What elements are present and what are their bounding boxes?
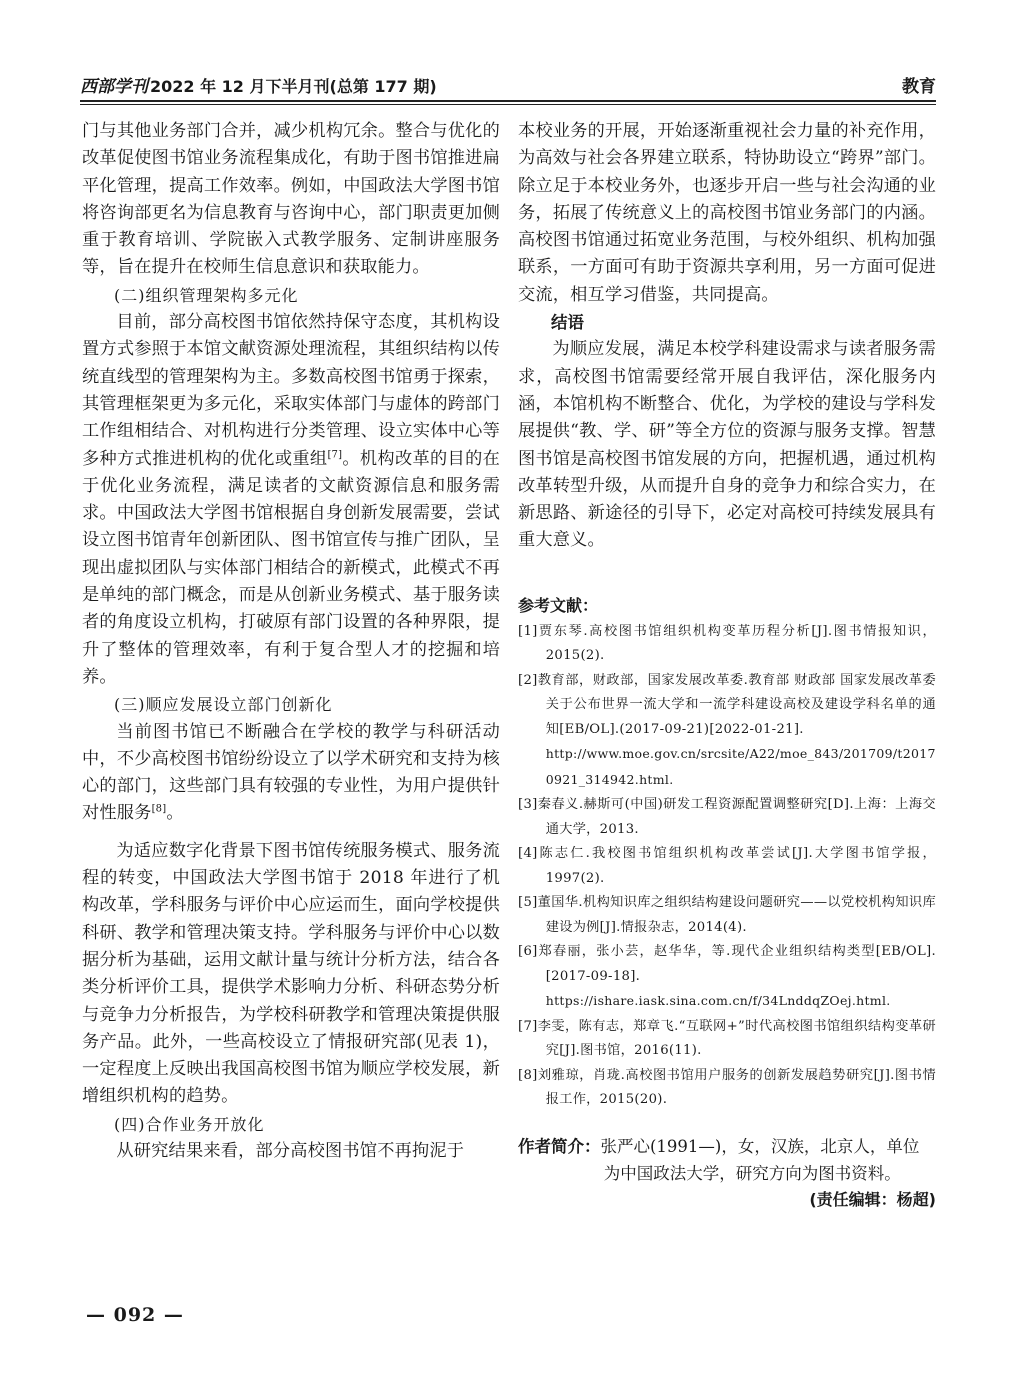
- citation: [7]: [327, 448, 343, 460]
- reference-list: [518, 620, 936, 1113]
- citation: [8]: [151, 803, 167, 815]
- subsection-heading: (三)顺应发展设立部门创新化: [114, 695, 333, 715]
- author-bio: 为中国政法大学，研究方向为图书资料。: [603, 1163, 901, 1183]
- reference-item: [518, 620, 936, 669]
- paragraph: 从研究结果来看，部分高校图书馆不再拘泥于: [116, 1140, 465, 1161]
- reference-item: [518, 842, 936, 891]
- paragraph: [82, 309, 500, 691]
- paragraph-text: 。机构改革的目的在于优化业务流程，满足读者的文献资源信息和服务需求。中国政法大学图书馆根据自身创新发展需要，尝试设立图书馆青年创新团队、图书馆宣传与推广团队，呈现出虚拟团队与实体部门相结合的新模式，此模式不再是单纯的部门概念，而是从创新业务模式、基于服务读者的角度设立机构，打破原有部门设置的各种界限，提升了整体的管理效率，有利于复合型人才的挖掘和培养。: [82, 448, 500, 687]
- issue-info: 2022 年 12 月下半月刊(总第 177 期): [150, 77, 437, 96]
- reference-text: [3]秦春义.赫斯可(中国)研发工程资源配置调整研究[D].上海：上海交通大学，2013.: [518, 797, 936, 837]
- reference-item: [518, 793, 936, 842]
- paragraph: 门与其他业务部门合并，减少机构冗余。整合与优化的改革促使图书馆业务流程集成化，有助于图书馆推进扁平化管理，提高工作效率。例如，中国政法大学图书馆将咨询部更名为信息教育与咨询中心，部门职责更加侧重于教育培训、学院嵌入式教学服务、定制讲座服务等，旨在提升在校师生信息意识和获取能力。: [82, 121, 500, 278]
- left-column: [82, 118, 500, 1165]
- author-bio: 张严心(1991—)，女，汉族，北京人，单位: [600, 1136, 920, 1156]
- header-journal-info: [80, 72, 437, 97]
- paragraph-text: 。: [166, 803, 184, 824]
- reference-text: [8]刘雅琼，肖珑.高校图书馆用户服务的创新发展趋势研究[J].图书情报工作，2015(20).: [518, 1067, 936, 1108]
- author-label: 作者简介：: [518, 1136, 601, 1156]
- editor-credit: (责任编辑：杨超): [809, 1189, 936, 1209]
- running-header: [80, 72, 936, 100]
- reference-text: [1]贾东琴.高校图书馆组织机构变革历程分析[J].图书情报知识，2015(2).: [518, 623, 936, 664]
- paragraph-text: 目前，部分高校图书馆依然持保守态度，其机构设置方式参照于本馆文献资源处理流程，其组织结构以传统直线型的管理架构为主。多数高校图书馆勇于探索，其管理框架更为多元化，采取实体部门与虚体的跨部门工作组相结合、对机构进行分类管理、设立实体中心等多种方式推进机构的优化或重组: [82, 312, 500, 469]
- reference-text: [2]教育部，财政部，国家发展改革委.教育部 财政部 国家发展改革委 关于公布世界一流大学和一流学科建设高校及建设学科名单的通知[EB/OL].(2017-09-21)[2022-01-21].: [518, 672, 936, 737]
- header-rule: [80, 100, 936, 102]
- paragraph: 为顺应发展，满足本校学科建设需求与读者服务需求，高校图书馆需要经常开展自我评估，深化服务内涵，本馆机构不断整合、优化，为学校的建设与学科发展提供“教、学、研”等全方位的资源与服务支撑。智慧图书馆是高校图书馆发展的方向，把握机遇，通过机构改革转型升级，从而提升自身的竞争力和综合实力，在新思路、新途径的引导下，必定对高校可持续发展具有重大意义。: [518, 339, 936, 551]
- paragraph: [82, 719, 500, 828]
- subsection-heading: (二)组织管理架构多元化: [114, 285, 299, 305]
- reference-url: http://www.moe.gov.cn/srcsite/A22/moe_843/201709/t20170921_314942.html.: [545, 746, 936, 787]
- reference-text: [7]李雯，陈有志，郑章飞.“互联网+”时代高校图书馆组织结构变革研究[J].图书馆，2016(11).: [518, 1018, 936, 1059]
- reference-url: https://ishare.iask.sina.com.cn/f/34LnddqZOej.html.: [545, 993, 891, 1009]
- journal-name: 西部学刊: [80, 77, 148, 97]
- reference-item: [518, 940, 936, 1015]
- section-label: 教育: [902, 77, 936, 97]
- paragraph-text: 当前图书馆已不断融合在学校的教学与科研活动中，不少高校图书馆纷纷设立了以学术研究和支持为核心的部门，这些部门具有较强的专业性，为用户提供针对性服务: [82, 721, 500, 824]
- header-rule-thin: [80, 104, 936, 105]
- reference-text: [6]郑春丽，张小芸，赵华华，等.现代企业组织结构类型[EB/OL].[2017-09-18].: [518, 944, 936, 984]
- page-number: — 092 —: [86, 1304, 184, 1326]
- right-column: [518, 118, 936, 1213]
- subsection-heading: (四)合作业务开放化: [114, 1114, 265, 1134]
- reference-item: [518, 891, 936, 940]
- reference-item: [518, 669, 936, 794]
- section-heading: 结语: [551, 313, 584, 333]
- reference-item: [518, 1064, 936, 1113]
- reference-text: [5]董国华.机构知识库之组织结构建设问题研究——以党校机构知识库建设为例[J].情报杂志，2014(4).: [518, 895, 936, 935]
- reference-text: [4]陈志仁.我校图书馆组织机构改革尝试[J].大学图书馆学报，1997(2).: [518, 846, 936, 886]
- paragraph: 为适应数字化背景下图书馆传统服务模式、服务流程的转变，中国政法大学图书馆于 2018 年进行了机构改革，学科服务与评价中心应运而生，面向学校提供科研、教学和管理决策支持。学科服务与评价中心以数据分析为基础，运用文献计量与统计分析方法，结合各类分析评价工具，提供学术影响力分析、科研态势分析与竞争力分析报告，为学校科研教学和管理决策提供服务产品。此外，一些高校设立了情报研究部(见表 1)，一定程度上反映出我国高校图书馆为顺应学校发展，新增组织机构的趋势。: [82, 840, 500, 1107]
- references-heading: 参考文献：: [518, 595, 599, 615]
- author-line-1: [518, 1133, 936, 1160]
- reference-item: [518, 1015, 936, 1064]
- author-info: [518, 1133, 936, 1187]
- paragraph: 本校业务的开展，开始逐渐重视社会力量的补充作用，为高效与社会各界建立联系，特协助设立“跨界”部门。除立足于本校业务外，也逐步开启一些与社会沟通的业务，拓展了传统意义上的高校图书馆业务部门的内涵。高校图书馆通过拓宽业务范围，与校外组织、机构加强联系，一方面可有助于资源共享利用，另一方面可促进交流，相互学习借鉴，共同提高。: [518, 121, 936, 305]
